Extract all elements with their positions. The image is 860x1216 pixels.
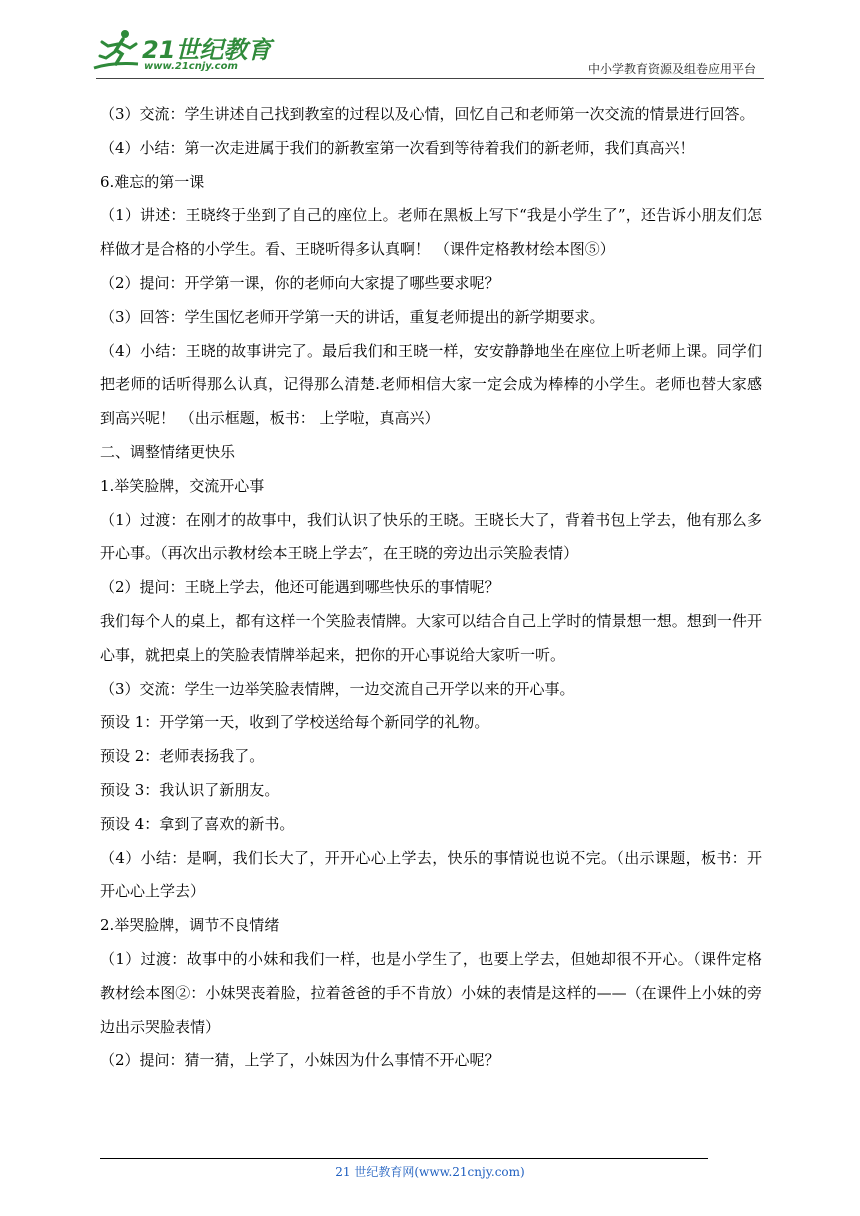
paragraph: 预设 4：拿到了喜欢的新书。 [100,814,295,833]
paragraph: （4）小结：第一次走进属于我们的新教室第一次看到等待着我们的新老师，我们真高兴！ [100,138,695,157]
paragraph: （2）提问：王晓上学去，他还可能遇到哪些快乐的事情呢？ [100,578,500,597]
footer-divider [100,1158,708,1159]
paragraph: 我们每个人的桌上，都有这样一个笑脸表情牌。大家可以结合自己上学时的情景想一想。想到一件开心事，就把桌上的笑脸表情牌举起来，把你的开心事说给大家听一听。 [100,611,762,664]
section-heading: 1.举笑脸牌，交流开心事 [100,476,265,495]
paragraph: 预设 2：老师表扬我了。 [100,747,265,766]
paragraph: （2）提问：猜一猜，上学了，小妹因为什么事情不开心呢？ [100,1051,500,1070]
paragraph: （3）交流：学生讲述自己找到教室的过程以及心情，回忆自己和老师第一次交流的情景进行回答。 [100,105,755,123]
logo-text: 21世纪教育 [142,36,272,64]
paragraph: 预设 1：开学第一天，收到了学校送给每个新同学的礼物。 [100,713,490,732]
logo-url: www.21cnjy.com [144,61,238,72]
paragraph: （2）提问：开学第一课，你的老师向大家提了哪些要求呢？ [100,273,500,292]
logo [92,28,272,78]
paragraph: （4）小结：是啊，我们长大了，开开心心上学去，快乐的事情说也说不完。（出示课题，板书：开开心心上学去） [100,848,762,901]
section-heading: 2.举哭脸牌，调节不良情绪 [100,916,280,935]
paragraph: （3）回答：学生国忆老师开学第一天的讲话，重复老师提出的新学期要求。 [100,307,605,326]
paragraph: 预设 3：我认识了新朋友。 [100,780,280,799]
paragraph: （3）交流：学生一边举笑脸表情牌，一边交流自己开学以来的开心事。 [100,679,575,698]
document-body [100,98,762,1078]
paragraph: （4）小结：王晓的故事讲完了。最后我们和王晓一样，安安静静地坐在座位上听老师上课。同学们把老师的话听得那么认真，记得那么清楚.老师相信大家一定会成为棒棒的小学生。老师也替大家感到高兴呢！ （出示框题，板书： 上学啦，真高兴） [100,341,762,428]
section-heading: 6.难忘的第一课 [100,172,205,191]
platform-name: 中小学教育资源及组卷应用平台 [587,62,756,76]
header-divider [96,78,764,79]
paragraph: （1）过渡：在刚才的故事中，我们认识了快乐的王晓。王晓长大了，背着书包上学去，他有那么多开心事。（再次出示教材绘本王晓上学去″，在王晓的旁边出示笑脸表情） [100,510,762,563]
paragraph: （1）过渡：故事中的小妹和我们一样，也是小学生了，也要上学去，但她却很不开心。（课件定格教材绘本图②：小妹哭丧着脸，拉着爸爸的手不肯放）小妹的表情是这样的——（在课件上小妹的旁边出示哭脸表情） [100,949,762,1036]
page-footer: 21 世纪教育网(www.21cnjy.com) [335,1165,525,1179]
paragraph: （1）讲述：王晓终于坐到了自己的座位上。老师在黑板上写下“我是小学生了”，还告诉小朋友们怎样做才是合格的小学生。看、王晓听得多认真啊！ （课件定格教材绘本图⑤） [100,206,762,259]
section-heading: 二、调整情绪更快乐 [100,442,236,461]
page-header [0,0,860,82]
runner-logo-icon [92,28,142,76]
